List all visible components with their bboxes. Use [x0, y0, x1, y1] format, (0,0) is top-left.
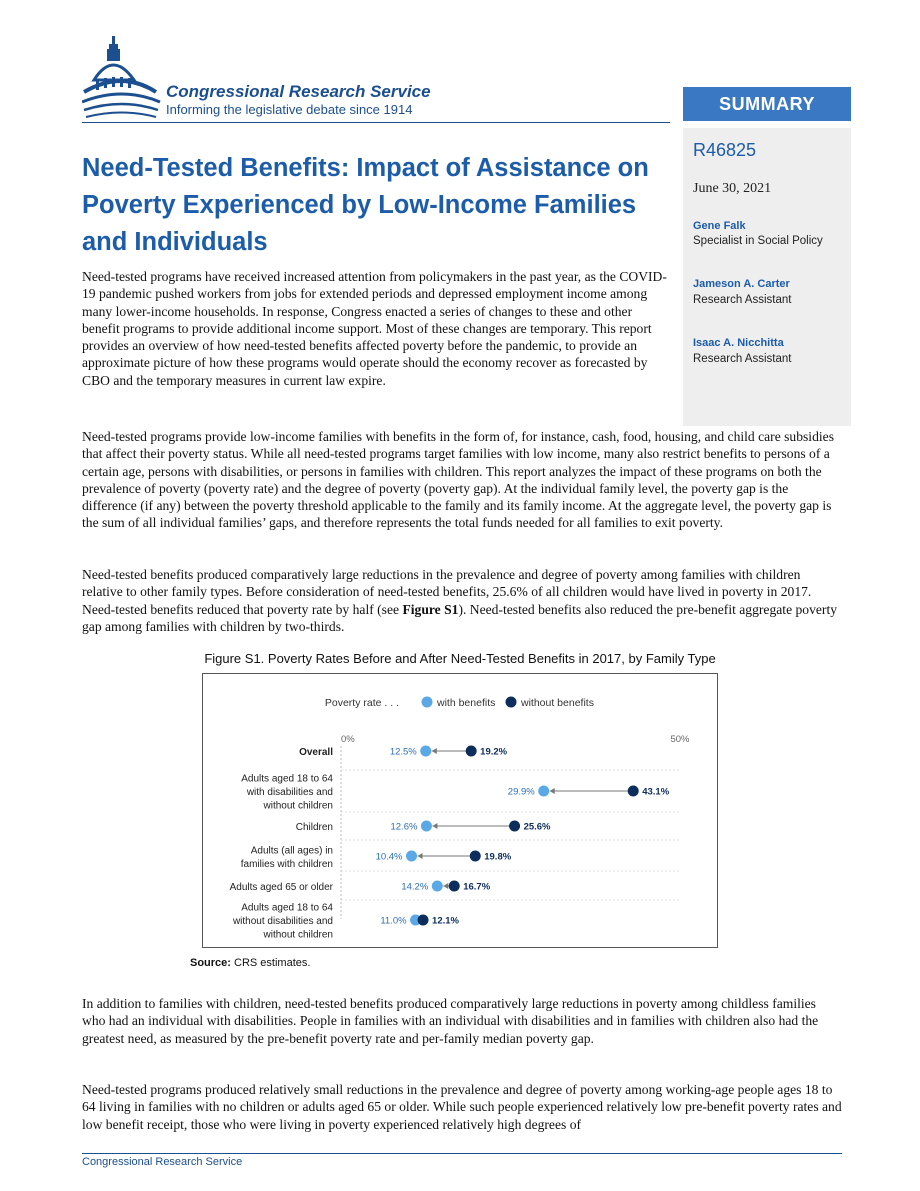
category-label: Overall [299, 747, 333, 758]
source-text: CRS estimates. [230, 957, 311, 969]
author-name: Gene Falk [693, 220, 746, 232]
without-benefits-label: 12.1% [432, 915, 459, 927]
with-benefits-label: 14.2% [401, 881, 429, 893]
org-tagline: Informing the legislative debate since 1914 [166, 102, 413, 117]
legend-prefix: Poverty rate . . . [324, 697, 399, 709]
marker-without-benefits [418, 915, 429, 926]
marker-with-benefits [406, 851, 417, 862]
category-label: without children [263, 800, 333, 812]
author-name: Isaac A. Nicchitta [693, 337, 784, 349]
paragraph-text: Need-tested benefits produced comparatively large reductions in the prevalence and degree of poverty among families with children relative to other family types. Before consideration of need-tested benefits, 25.6% of all children would have lived in poverty in 2017. Need-tested benefits reduced that poverty rate by half (see [82, 567, 812, 617]
marker-with-benefits [420, 746, 431, 757]
summary-paragraph: In addition to families with children, need-tested benefits produced comparatively large reductions in poverty among childless families who had an individual with disabilities. People in families with an individual with disabilities and in families with children also had the greatest need, as measured by the pre-benefit poverty rate and per-family median poverty gap. [82, 996, 819, 1046]
report-title: Need-Tested Benefits: Impact of Assistance on Poverty Experienced by Low-Income Families and Individuals [82, 154, 649, 256]
category-label: Adults aged 18 to 64 [241, 902, 333, 914]
poverty-dumbbell-chart [203, 674, 717, 947]
legend-label-without: without benefits [521, 697, 594, 709]
legend-marker-with [422, 697, 433, 708]
category-label: with disabilities and [246, 787, 333, 798]
marker-without-benefits [628, 786, 639, 797]
marker-with-benefits [538, 786, 549, 797]
with-benefits-label: 29.9% [507, 786, 535, 798]
legend-marker-without [506, 697, 517, 708]
report-date: June 30, 2021 [693, 181, 772, 196]
paragraph-text: ). Need-tested benefits also reduced the pre-benefit aggregate poverty gap among families with children by two-thirds. [82, 601, 838, 634]
category-label: Adults aged 18 to 64 [241, 773, 333, 785]
without-benefits-label: 19.8% [484, 851, 512, 863]
without-benefits-label: 16.7% [463, 881, 491, 893]
category-label: Adults (all ages) in [250, 845, 333, 857]
marker-without-benefits [470, 851, 481, 862]
change-arrow [418, 853, 423, 859]
change-arrow [432, 823, 437, 829]
category-label: Children [295, 822, 333, 833]
change-arrow [432, 748, 437, 754]
change-arrow [443, 883, 448, 889]
source-label: Source: [190, 957, 231, 969]
author-role: Research Assistant [693, 353, 792, 365]
crs-logo-icon [82, 36, 162, 120]
with-benefits-label: 10.4% [375, 851, 403, 863]
footer-text: Congressional Research Service [82, 1156, 243, 1168]
figure-source [190, 957, 310, 969]
figure-frame [202, 673, 718, 948]
author-role: Specialist in Social Policy [693, 235, 823, 247]
axis-max-label: 50% [670, 734, 690, 745]
marker-with-benefits [421, 821, 432, 832]
change-arrow [550, 788, 555, 794]
summary-paragraph: Need-tested programs have received increased attention from policymakers in the past year, as the COVID-19 pandemic pushed workers from jobs for extended periods and depressed employment income among many lower-income households. In response, Congress enacted a series of changes to these and other benefit programs to provide additional income support. Most of these changes are temporary. This report provides an overview of how need-tested benefits affected poverty before the pandemic, to provide an approximate picture of how these programs would operate should the economy recover as forecasted by CBO and the temporary measures in current law expire. [82, 269, 667, 388]
figure-caption: Figure S1. Poverty Rates Before and After Need-Tested Benefits in 2017, by Family Type [204, 651, 716, 666]
axis-min-label: 0% [341, 734, 355, 745]
with-benefits-label: 12.6% [390, 821, 418, 833]
without-benefits-label: 25.6% [523, 821, 551, 833]
summary-paragraph: Need-tested programs provide low-income families with benefits in the form of, for instance, cash, food, housing, and child care subsidies that affect their poverty status. While all need-tested programs target families with low income, many also restrict benefits to persons of a certain age, persons with disabilities, or persons in families with children. This report analyzes the impact of these programs on both the prevalence of poverty (poverty rate) and the degree of poverty (poverty gap). At the individual family level, the poverty gap is the difference (if any) between the poverty threshold applicable to the family and its family income. At the aggregate level, the poverty gap is the sum of all individual families’ gaps, and therefore represents the total funds needed for all families to exit poverty. [82, 429, 834, 531]
with-benefits-label: 12.5% [389, 746, 417, 758]
without-benefits-label: 19.2% [480, 746, 508, 758]
without-benefits-label: 43.1% [642, 786, 670, 798]
header-divider [82, 122, 670, 123]
category-label: families with children [240, 858, 333, 870]
category-label: Adults aged 65 or older [229, 882, 333, 893]
org-name: Congressional Research Service [166, 82, 431, 101]
marker-without-benefits [466, 746, 477, 757]
marker-without-benefits [449, 881, 460, 892]
summary-tab: SUMMARY [683, 87, 851, 121]
with-benefits-label: 11.0% [380, 915, 407, 927]
sidebar-panel [683, 128, 851, 426]
legend-label-with: with benefits [437, 697, 496, 709]
marker-with-benefits [432, 881, 443, 892]
author-name: Jameson A. Carter [693, 278, 790, 290]
author-role: Research Assistant [693, 294, 792, 306]
report-number: R46825 [693, 140, 757, 160]
category-label: without children [263, 929, 333, 941]
summary-paragraph: Need-tested programs produced relatively small reductions in the prevalence and degree of poverty among working-age people ages 18 to 64 living in families with no children or adults aged 65 or older. While such people experienced relatively low pre-benefit poverty rates and low benefit receipt, those who were living in poverty experienced relatively high degrees of [82, 1082, 842, 1132]
category-label: without disabilities and [232, 916, 333, 927]
figure-reference: Figure S1 [402, 601, 459, 617]
summary-paragraph [82, 566, 842, 635]
marker-without-benefits [509, 821, 520, 832]
footer-divider [82, 1153, 842, 1154]
